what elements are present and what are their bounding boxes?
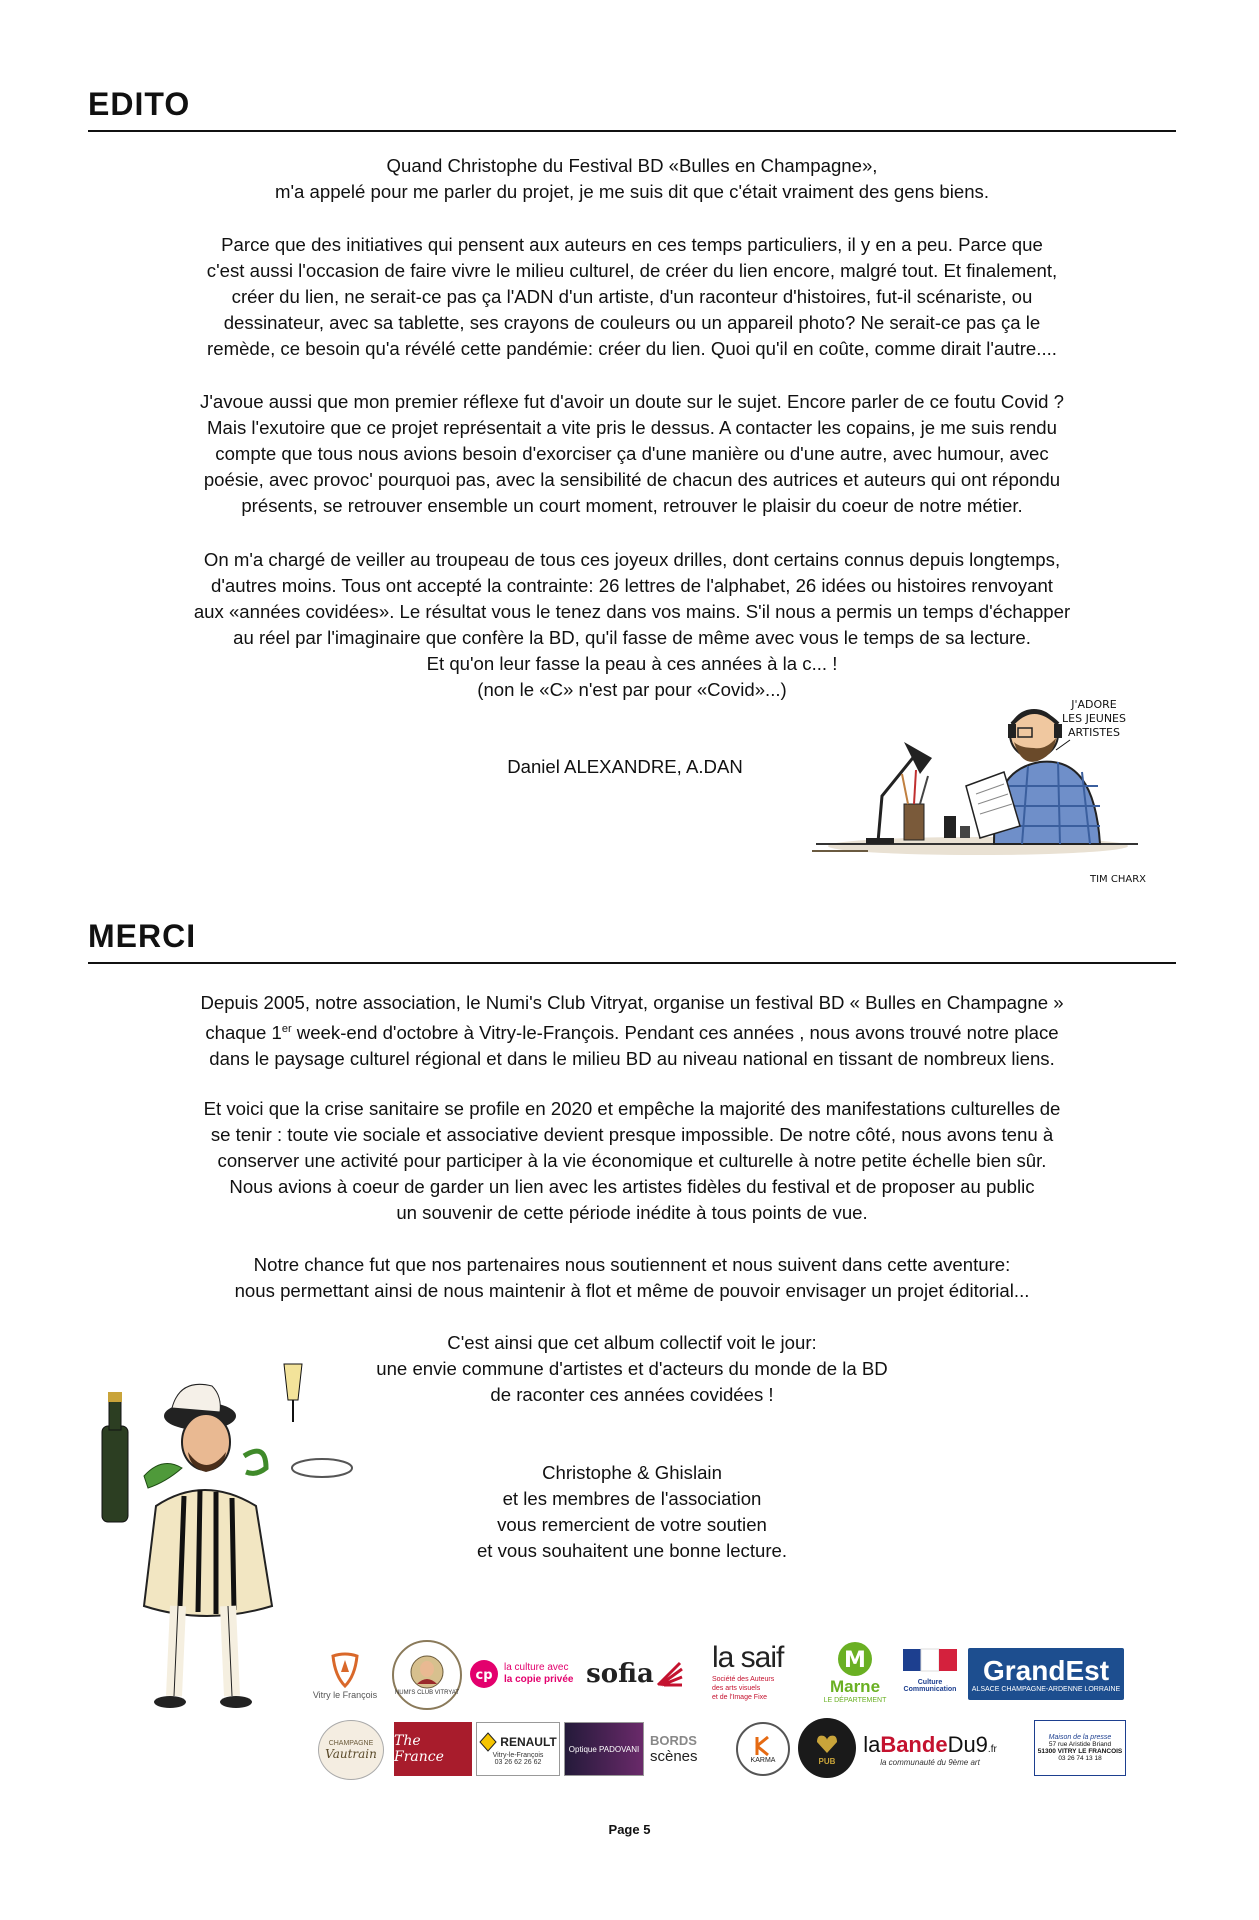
numis-portrait-icon — [409, 1654, 445, 1690]
logo-saif-sub-3: et de l'Image Fixe — [712, 1693, 768, 1701]
text-line: présents, se retrouver ensemble un court moment, retrouver le plaisir du coeur de notre métier. — [241, 495, 1023, 516]
logo-sofia-label: sofia — [586, 1659, 654, 1689]
text-line: de raconter ces années covidées ! — [490, 1384, 774, 1405]
logo-karma-label: KARMA — [750, 1756, 776, 1764]
edito-paragraph-1 — [88, 153, 1176, 205]
logo-renault-tel: 03 26 62 26 62 — [494, 1759, 542, 1766]
text-line: au réel par l'imaginaire que confère la BD, qu'il fasse de même avec vous le temps de sa lecture. — [233, 627, 1031, 648]
text-line: aux «années covidées». Le résultat vous le tenez dans vos mains. S'il nous a permis un temps d'échapper — [193, 601, 1071, 622]
edito-rule — [88, 130, 1176, 132]
text-line — [88, 1016, 1176, 1046]
logo-maison-de-la-presse — [1034, 1720, 1126, 1776]
copie-privee-icon — [468, 1658, 500, 1690]
logo-karma — [736, 1722, 790, 1776]
text-line: poésie, avec provoc' pourquoi pas, avec la sensibilité de chacun des autrices et auteurs qui ont répondu — [203, 469, 1061, 490]
logo-saif-label: la saif — [712, 1640, 784, 1674]
text-line: Notre chance fut que nos partenaires nous soutiennent et nous suivent dans cette aventure: — [253, 1254, 1011, 1275]
logo-vitry-le-francois — [312, 1640, 378, 1710]
text-line: Quand Christophe du Festival BD «Bulles en Champagne», — [386, 155, 878, 176]
logo-pref-line-2: Communication — [903, 1686, 957, 1693]
merci-paragraph-1 — [88, 990, 1176, 1072]
logo-marne — [818, 1632, 892, 1712]
logo-prefecture-culture — [900, 1630, 960, 1712]
text-line: Parce que des initiatives qui pensent aux auteurs en ces temps particuliers, il y en a peu. Parce que — [221, 234, 1043, 255]
logo-vitry-label: Vitry le François — [312, 1690, 378, 1700]
logo-la-saif — [712, 1630, 804, 1712]
logo-copie-privee — [468, 1648, 578, 1700]
text-line: dans le paysage culturel régional et dans le milieu BD au niveau national en tissant de nombreux liens. — [209, 1048, 1055, 1070]
text-line: Depuis 2005, notre association, le Numi's Club Vitryat, organise un festival BD « Bulles en Champagne » — [200, 992, 1064, 1013]
text-line: On m'a chargé de veiller au troupeau de tous ces joyeux drilles, dont certains connus depuis longtemps, — [203, 549, 1061, 570]
merci-paragraph-2 — [88, 1096, 1176, 1226]
logo-saif-sub-1: Société des Auteurs — [712, 1675, 775, 1683]
text-line: conserver une activité pour participer à la vie économique et culturelle à notre petite échelle bien sûr. — [217, 1150, 1047, 1171]
text-line: d'autres moins. Tous ont accepté la contrainte: 26 lettres de l'alphabet, 26 idées ou histoires renvoyant — [211, 575, 1053, 596]
logo-copie-line1: la culture avec — [504, 1662, 569, 1673]
logo-renault-sub: Vitry-le-François — [492, 1752, 544, 1759]
renaissance-character-illustration — [96, 1356, 346, 1716]
logo-marne-sub: LE DÉPARTEMENT — [823, 1696, 887, 1704]
edito-title: EDITO — [88, 86, 191, 122]
logo-maison-tel: 03 26 74 13 18 — [1058, 1755, 1102, 1762]
text-line: vous remercient de votre soutien — [497, 1514, 767, 1535]
svg-text:cp: cp — [475, 1668, 493, 1683]
text-line: et vous souhaitent une bonne lecture. — [476, 1540, 788, 1561]
cartoon-bubble-text-3: ARTISTES — [1068, 726, 1120, 739]
logo-bandedu9-part-3: Du9 — [947, 1731, 988, 1757]
logo-bords-2-scenes — [650, 1724, 722, 1774]
text-line: Et voici que la crise sanitaire se profile en 2020 et empêche la majorité des manifestations culturelles de — [203, 1098, 1061, 1119]
text-line: Et qu'on leur fasse la peau à ces années à la c... ! — [426, 653, 838, 674]
text-fragment: week-end d'octobre à Vitry-le-François. Pendant ces années , nous avons trouvé notre place — [291, 1022, 1059, 1044]
logo-the-france — [394, 1722, 472, 1776]
logo-bandedu9-sub: la communauté du 9ème art — [880, 1757, 980, 1767]
text-line: Nous avions à coeur de garder un lien avec les artistes fidèles du festival et de proposer au public — [229, 1176, 1035, 1197]
superscript: er — [281, 1023, 292, 1035]
text-line: (non le «C» n'est par pour «Covid»...) — [477, 679, 787, 700]
logo-champagne-vautrain — [318, 1720, 384, 1780]
edito-signature: Daniel ALEXANDRE, A.DAN — [507, 756, 743, 777]
logo-maison-label: Maison de la presse — [1048, 1734, 1112, 1741]
merci-title: MERCI — [88, 918, 197, 954]
logo-maison-address: 57 rue Aristide Briand — [1048, 1741, 1112, 1748]
text-line: un souvenir de cette période inédite à tous points de vue. — [396, 1202, 868, 1223]
logo-champagne-label: CHAMPAGNE — [328, 1739, 374, 1747]
text-line: remède, ce besoin qu'a révélé cette pandémie: créer du lien. Quoi qu'il en coûte, comme dirait l'autre.... — [207, 338, 1057, 359]
logo-pref-line-1: Culture — [917, 1679, 943, 1686]
logo-numis-label: NUMI'S CLUB VITRYAT — [394, 1690, 460, 1696]
logo-grandest-sub: ALSACE CHAMPAGNE-ARDENNE LORRAINE — [971, 1685, 1121, 1693]
logo-bandedu9-part-2: Bande — [880, 1731, 948, 1757]
cartoon-bubble-text-2: LES JEUNES — [1062, 712, 1126, 725]
text-line: Christophe & Ghislain — [542, 1462, 722, 1483]
vitry-shield-icon — [325, 1650, 365, 1690]
logo-grand-est — [968, 1648, 1124, 1700]
text-line: c'est aussi l'occasion de faire vivre le milieu culturel, de créer du lien encore, malgré tout. Et finalement, — [206, 260, 1058, 281]
logo-bandedu9-part-4: .fr — [987, 1743, 997, 1755]
logo-la-bande-du-9 — [863, 1724, 997, 1774]
logo-copie-line2: la copie privée — [504, 1674, 574, 1685]
renault-diamond-icon — [479, 1732, 497, 1752]
pub-heart-icon — [814, 1731, 840, 1757]
logo-pub — [798, 1718, 856, 1778]
marne-m-icon — [835, 1641, 875, 1677]
text-line: une envie commune d'artistes et d'acteurs du monde de la BD — [376, 1358, 888, 1379]
text-line: se tenir : toute vie sociale et associative devient presque impossible. De notre côté, nous avons tenu à — [210, 1124, 1054, 1145]
text-line: créer du lien, ne serait-ce pas ça l'ADN d'un artiste, d'un raconteur d'histoires, fut-il scénariste, ou — [231, 286, 1033, 307]
text-line: nous permettant ainsi de nous maintenir à flot et même de pouvoir envisager un projet éditorial... — [234, 1280, 1030, 1301]
logo-optique-label: Optique PADOVANI — [568, 1744, 640, 1754]
logo-maison-city: 51300 VITRY LE FRANCOIS — [1037, 1748, 1123, 1755]
merci-paragraph-3 — [88, 1252, 1176, 1304]
logo-marne-label: Marne — [829, 1676, 881, 1696]
logo-numis-club — [392, 1640, 462, 1710]
logo-renault — [476, 1722, 560, 1776]
edito-paragraph-3 — [88, 389, 1176, 519]
logo-champagne-name: Vautrain — [325, 1746, 377, 1761]
logo-optique-padovani — [564, 1722, 644, 1776]
logo-sofia — [586, 1650, 684, 1698]
logo-renault-label: RENAULT — [500, 1735, 557, 1749]
cartoon-artist-signature: TIM CHARX — [1089, 874, 1147, 885]
text-line: C'est ainsi que cet album collectif voit le jour: — [447, 1332, 817, 1353]
text-line: J'avoue aussi que mon premier réflexe fut d'avoir un doute sur le sujet. Encore parler de ce foutu Covid ? — [200, 391, 1064, 412]
text-fragment: chaque 1 — [205, 1022, 282, 1044]
cartoon-artist-illustration — [808, 676, 1168, 886]
svg-text:M: M — [844, 1647, 866, 1673]
text-line: m'a appelé pour me parler du projet, je me suis dit que c'était vraiment des gens biens. — [274, 181, 990, 202]
text-line: et les membres de l'association — [502, 1488, 762, 1509]
text-line: compte que tous nous avions besoin d'exorciser ça d'une manière ou d'une autre, avec humour, avec — [215, 443, 1049, 464]
logo-saif-sub-2: des arts visuels — [712, 1684, 761, 1692]
logo-bandedu9-part-1: la — [863, 1731, 881, 1757]
republique-flag-icon — [903, 1649, 957, 1679]
text-line: Mais l'exutoire que ce projet représentait a vite pris le dessus. A contacter les copains, je me suis rendu — [206, 417, 1057, 438]
text-line: dessinateur, avec sa tablette, ses crayons de couleurs ou un appareil photo? Ne serait-ce pas ça le — [223, 312, 1041, 333]
merci-rule — [88, 962, 1176, 964]
logo-bords-line-1: BORDS — [650, 1733, 697, 1748]
karma-k-icon — [752, 1735, 774, 1757]
edito-paragraph-2 — [88, 232, 1176, 362]
cartoon-bubble-text-1: J'ADORE — [1071, 698, 1117, 711]
logo-bords-line-2: scènes — [650, 1748, 698, 1765]
logo-grandest-label: GrandEst — [982, 1654, 1110, 1686]
sofia-fan-icon — [654, 1659, 684, 1689]
page-number: Page 5 — [608, 1822, 651, 1837]
logo-pub-label: PUB — [818, 1756, 836, 1766]
logo-thefrance-label: The France — [394, 1733, 444, 1765]
